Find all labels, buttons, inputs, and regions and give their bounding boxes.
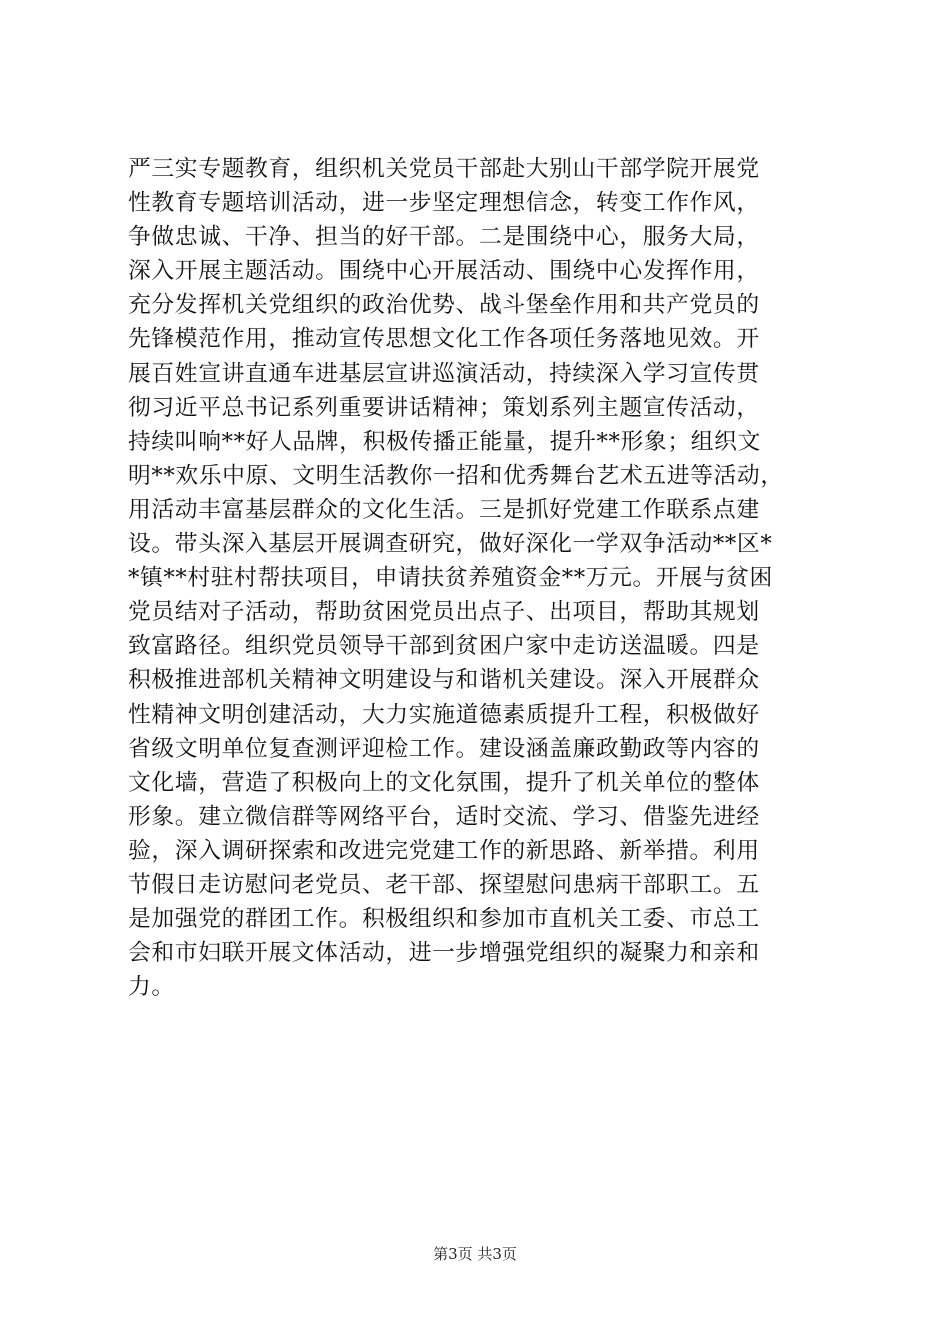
- text-line: 积极推进部机关精神文明建设与和谐机关建设。深入开展群众: [128, 667, 760, 694]
- text-line: 是加强党的群团工作。积极组织和参加市直机关工委、市总工: [128, 906, 760, 933]
- text-line: 致富路径。组织党员领导干部到贫困户家中走访送温暖。四是: [128, 633, 760, 660]
- text-line: 彻习近平总书记系列重要讲话精神；策划系列主题宣传活动，: [128, 394, 760, 421]
- text-line: 充分发挥机关党组织的政治优势、战斗堡垒作用和共产党员的: [128, 292, 760, 319]
- text-line: 性教育专题培训活动，进一步坚定理想信念，转变工作作风，: [128, 190, 760, 217]
- text-line: 先锋模范作用，推动宣传思想文化工作各项任务落地见效。开: [128, 326, 760, 353]
- page-number-footer: 第3页 共3页: [433, 1245, 517, 1263]
- text-line: 设。带头深入基层开展调查研究，做好深化一学双争活动**区*: [128, 531, 773, 558]
- text-line: *镇**村驻村帮扶项目，申请扶贫养殖资金**万元。开展与贫困: [128, 565, 773, 592]
- text-line: 展百姓宣讲直通车进基层宣讲巡演活动，持续深入学习宣传贯: [128, 360, 760, 387]
- text-line: 党员结对子活动，帮助贫困党员出点子、出项目，帮助其规划: [128, 599, 760, 626]
- text-line: 省级文明单位复查测评迎检工作。建设涵盖廉政勤政等内容的: [128, 735, 760, 762]
- text-line: 力。: [128, 974, 175, 1001]
- text-line: 争做忠诚、干净、担当的好干部。二是围绕中心，服务大局，: [128, 224, 760, 251]
- text-line: 验，深入调研探索和改进完党建工作的新思路、新举措。利用: [128, 837, 760, 864]
- text-line: 严三实专题教育，组织机关党员干部赴大别山干部学院开展党: [128, 156, 760, 182]
- text-line: 用活动丰富基层群众的文化生活。三是抓好党建工作联系点建: [128, 496, 760, 523]
- body-paragraph: [128, 152, 838, 1004]
- text-line: 文化墙，营造了积极向上的文化氛围，提升了机关单位的整体: [128, 769, 760, 796]
- text-line: 持续叫响**好人品牌，积极传播正能量，提升**形象；组织文: [128, 428, 761, 455]
- text-line: 形象。建立微信群等网络平台，适时交流、学习、借鉴先进经: [128, 803, 760, 830]
- text-line: 会和市妇联开展文体活动，进一步增强党组织的凝聚力和亲和: [128, 940, 760, 967]
- text-line: 性精神文明创建活动，大力实施道德素质提升工程，积极做好: [128, 701, 760, 728]
- text-line: 节假日走访慰问老党员、老干部、探望慰问患病干部职工。五: [128, 871, 760, 898]
- text-line: 明**欢乐中原、文明生活教你一招和优秀舞台艺术五进等活动，: [128, 462, 784, 489]
- text-line: 深入开展主题活动。围绕中心开展活动、围绕中心发挥作用，: [128, 258, 760, 285]
